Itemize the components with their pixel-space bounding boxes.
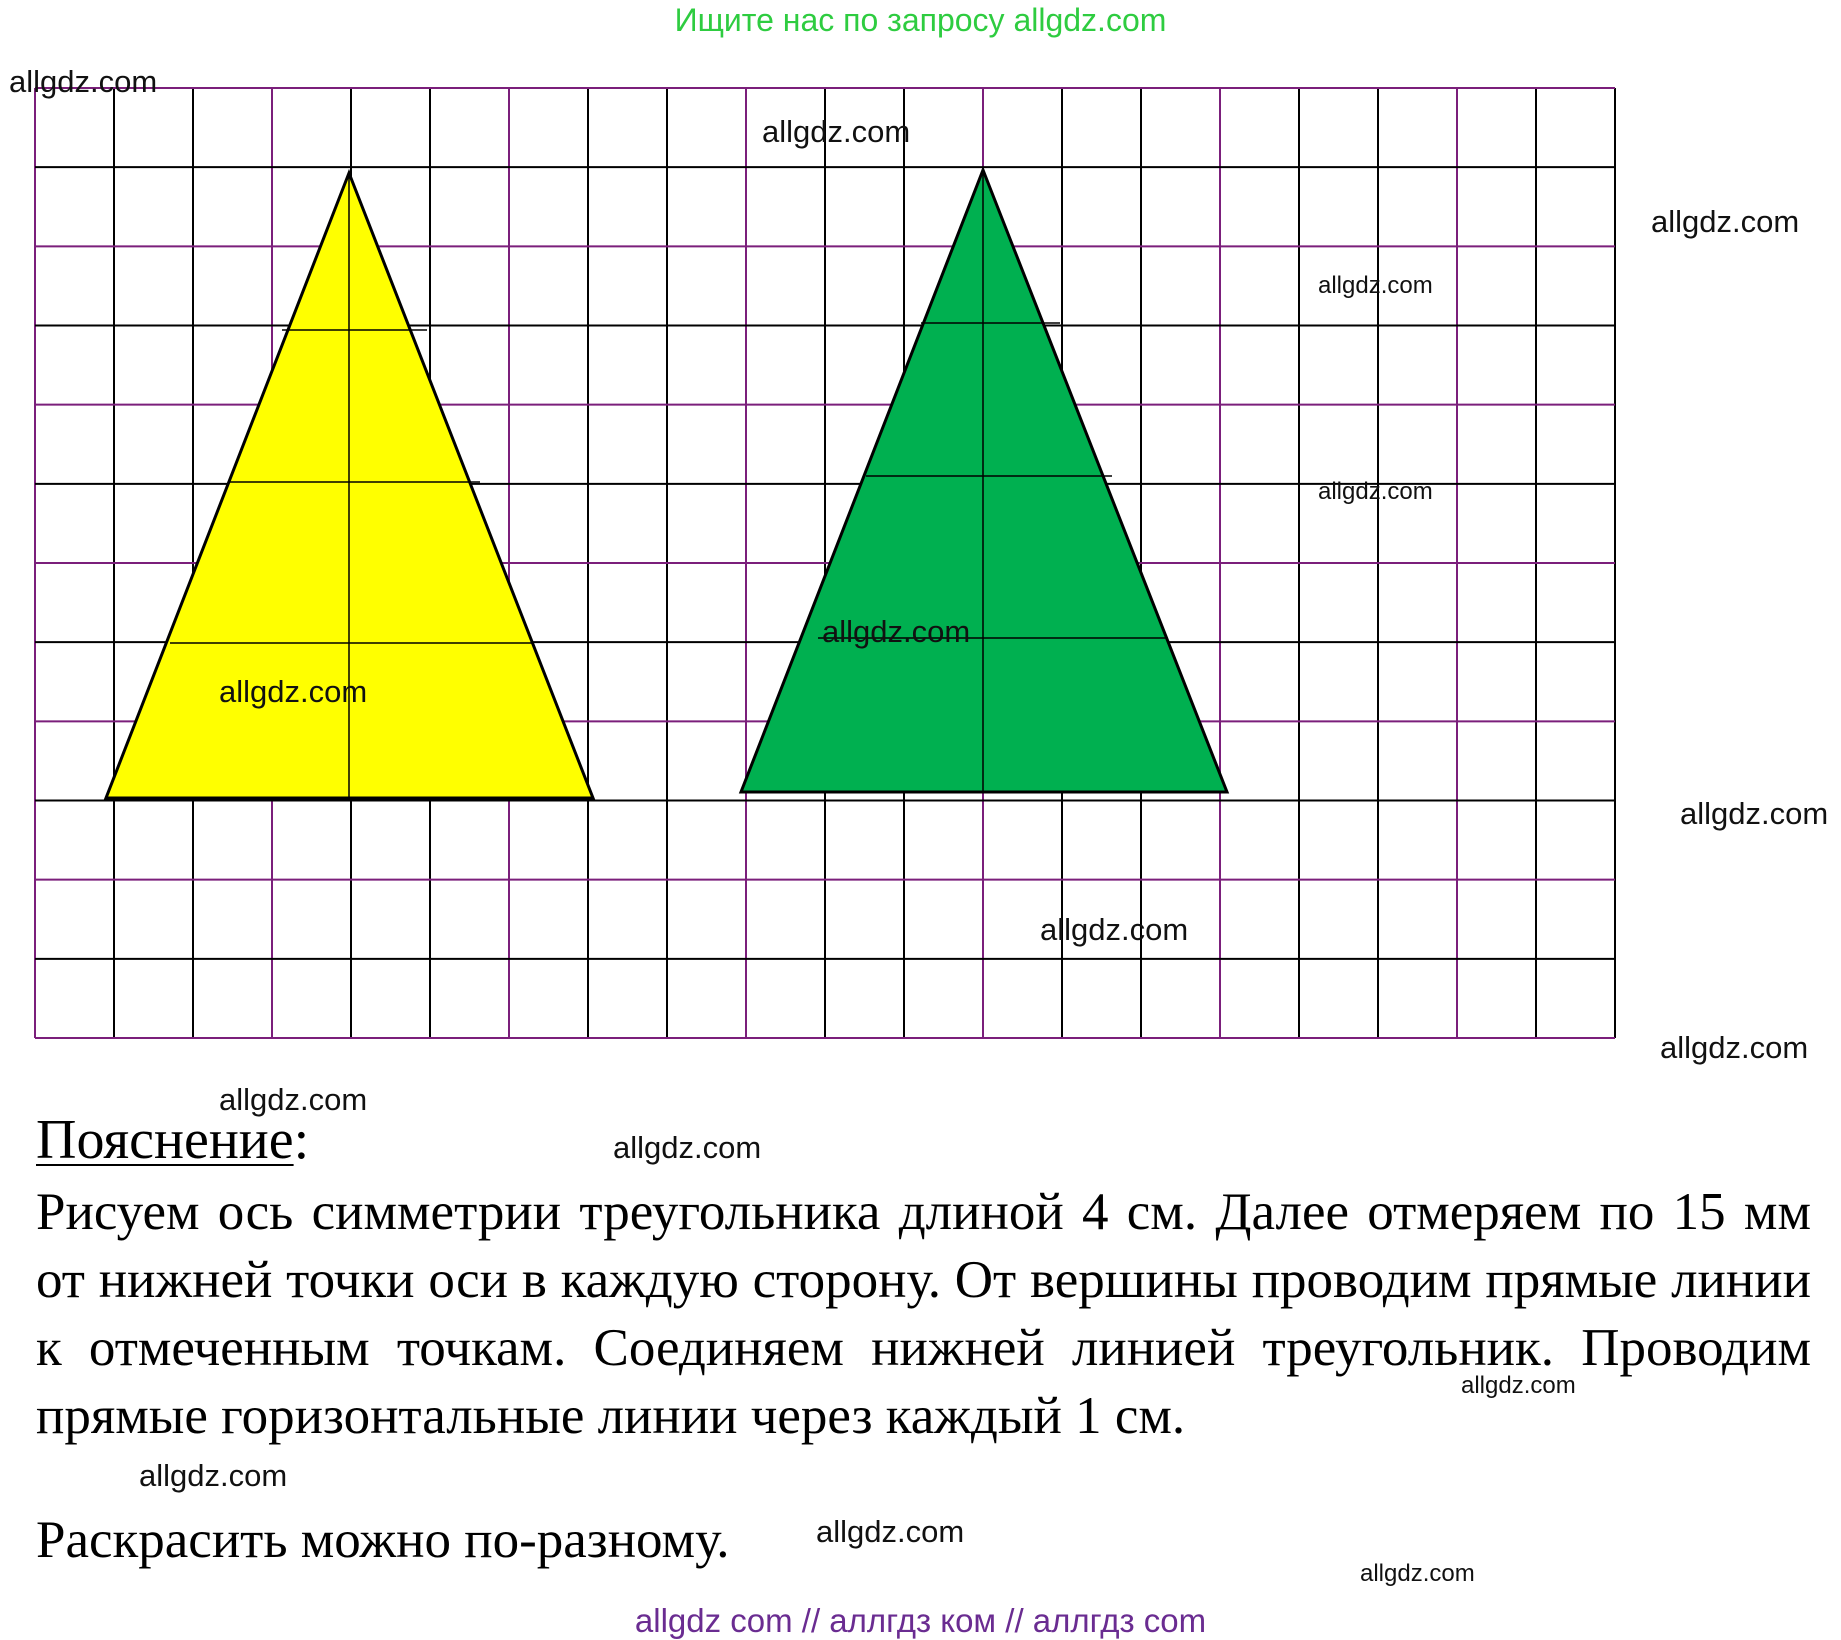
green-triangle xyxy=(741,170,1227,792)
watermark: allgdz.com xyxy=(9,64,158,99)
watermark: allgdz.com xyxy=(816,1514,965,1549)
watermark: allgdz.com xyxy=(1660,1030,1809,1065)
watermark: allgdz.com xyxy=(1318,272,1433,299)
explanation-title: Пояснение xyxy=(36,1109,294,1171)
coloring-note: Раскрасить можно по-разному. xyxy=(36,1511,730,1569)
watermark: allgdz.com xyxy=(1360,1560,1475,1587)
watermark: allgdz.com xyxy=(1680,796,1829,831)
watermark: allgdz.com xyxy=(613,1130,762,1165)
watermark: allgdz.com xyxy=(1318,478,1433,505)
watermark: allgdz.com xyxy=(1040,912,1189,947)
watermark: allgdz.com xyxy=(1461,1372,1576,1399)
explanation-heading xyxy=(36,1108,309,1172)
watermark: allgdz.com xyxy=(1651,204,1800,239)
watermark: allgdz.com xyxy=(139,1458,288,1493)
watermark: allgdz.com xyxy=(762,114,911,149)
watermark: allgdz.com xyxy=(219,1082,368,1117)
watermark: allgdz.com xyxy=(219,674,368,709)
explanation-text: Рисуем ось симметрии треугольника длиной 4 см. Далее отмеряем по 15 мм от нижней точки оси в каждую сторону. От вершины проводим прямые линии к отмеченным точкам. Соединяем нижней линией треугольник. Проводим прямые горизонтальные линии через каждый 1 см. xyxy=(36,1183,1811,1445)
watermark: allgdz.com xyxy=(822,614,971,649)
green-triangle-body xyxy=(741,170,1227,792)
top-banner: Ищите нас по запросу allgdz.com xyxy=(674,2,1167,38)
explanation-title-colon: : xyxy=(293,1109,310,1171)
bottom-banner: allgdz com // аллгдз ком // аллгдз com xyxy=(634,1602,1207,1639)
